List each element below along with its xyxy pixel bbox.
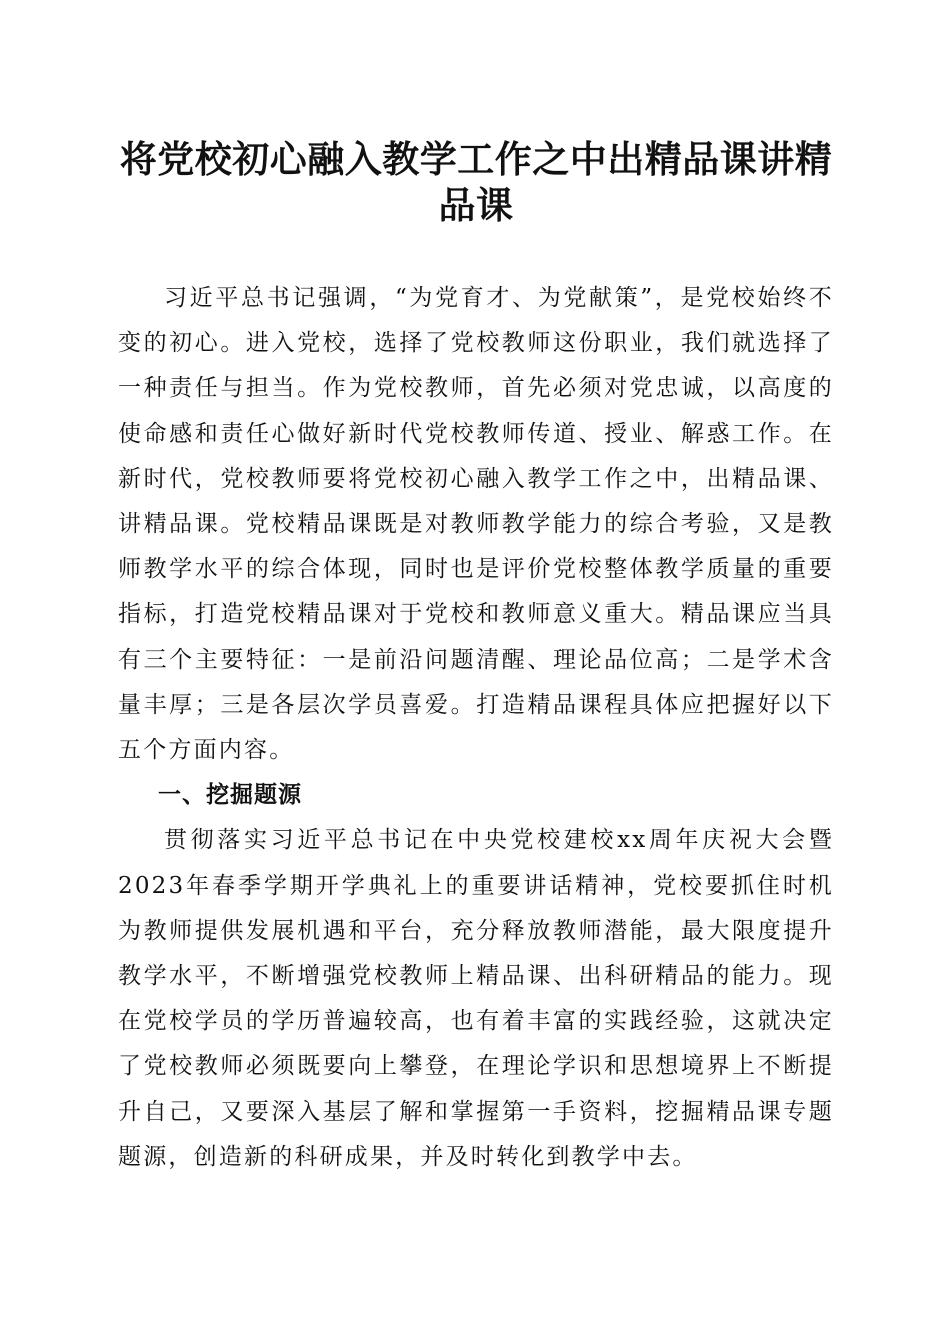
intro-paragraph: 习近平总书记强调，“为党育才、为党献策”，是党校始终不变的初心。进入党校，选择了党校教师这份职业，我们就选择了一种责任与担当。作为党校教师，首先必须对党忠诚，以高度的使命感和责任心做好新时代党校教师传道、授业、解惑工作。在新时代，党校教师要将党校初心融入教学工作之中，出精品课、讲精品课。党校精品课既是对教师教学能力的综合考验，又是教师教学水平的综合体现，同时也是评价党校整体教学质量的重要指标，打造党校精品课对于党校和教师意义重大。精品课应当具有三个主要特征：一是前沿问题清醒、理论品位高；二是学术含量丰厚；三是各层次学员喜爱。打造精品课程具体应把握好以下五个方面内容。 — [118, 285, 834, 764]
section-paragraph: 贯彻落实习近平总书记在中央党校建校xx周年庆祝大会暨2023年春季学期开学典礼上的重要讲话精神，党校要抓住时机为教师提供发展机遇和平台，充分释放教师潜能，最大限度提升教学水平，不断增强党校教师上精品课、出科研精品的能力。现在党校学员的学历普遍较高，也有着丰富的实践经验，这就决定了党校教师必须既要向上攀登，在理论学识和思想境界上不断提升自己，又要深入基层了解和掌握第一手资料，挖掘精品课专题题源，创造新的科研成果，并及时转化到教学中去。 — [118, 827, 834, 1170]
document-title: 将党校初心融入教学工作之中出精品课讲精品课 — [119, 137, 833, 227]
document-page — [118, 136, 834, 1180]
section-heading: 一、挖掘题源 — [158, 782, 302, 809]
